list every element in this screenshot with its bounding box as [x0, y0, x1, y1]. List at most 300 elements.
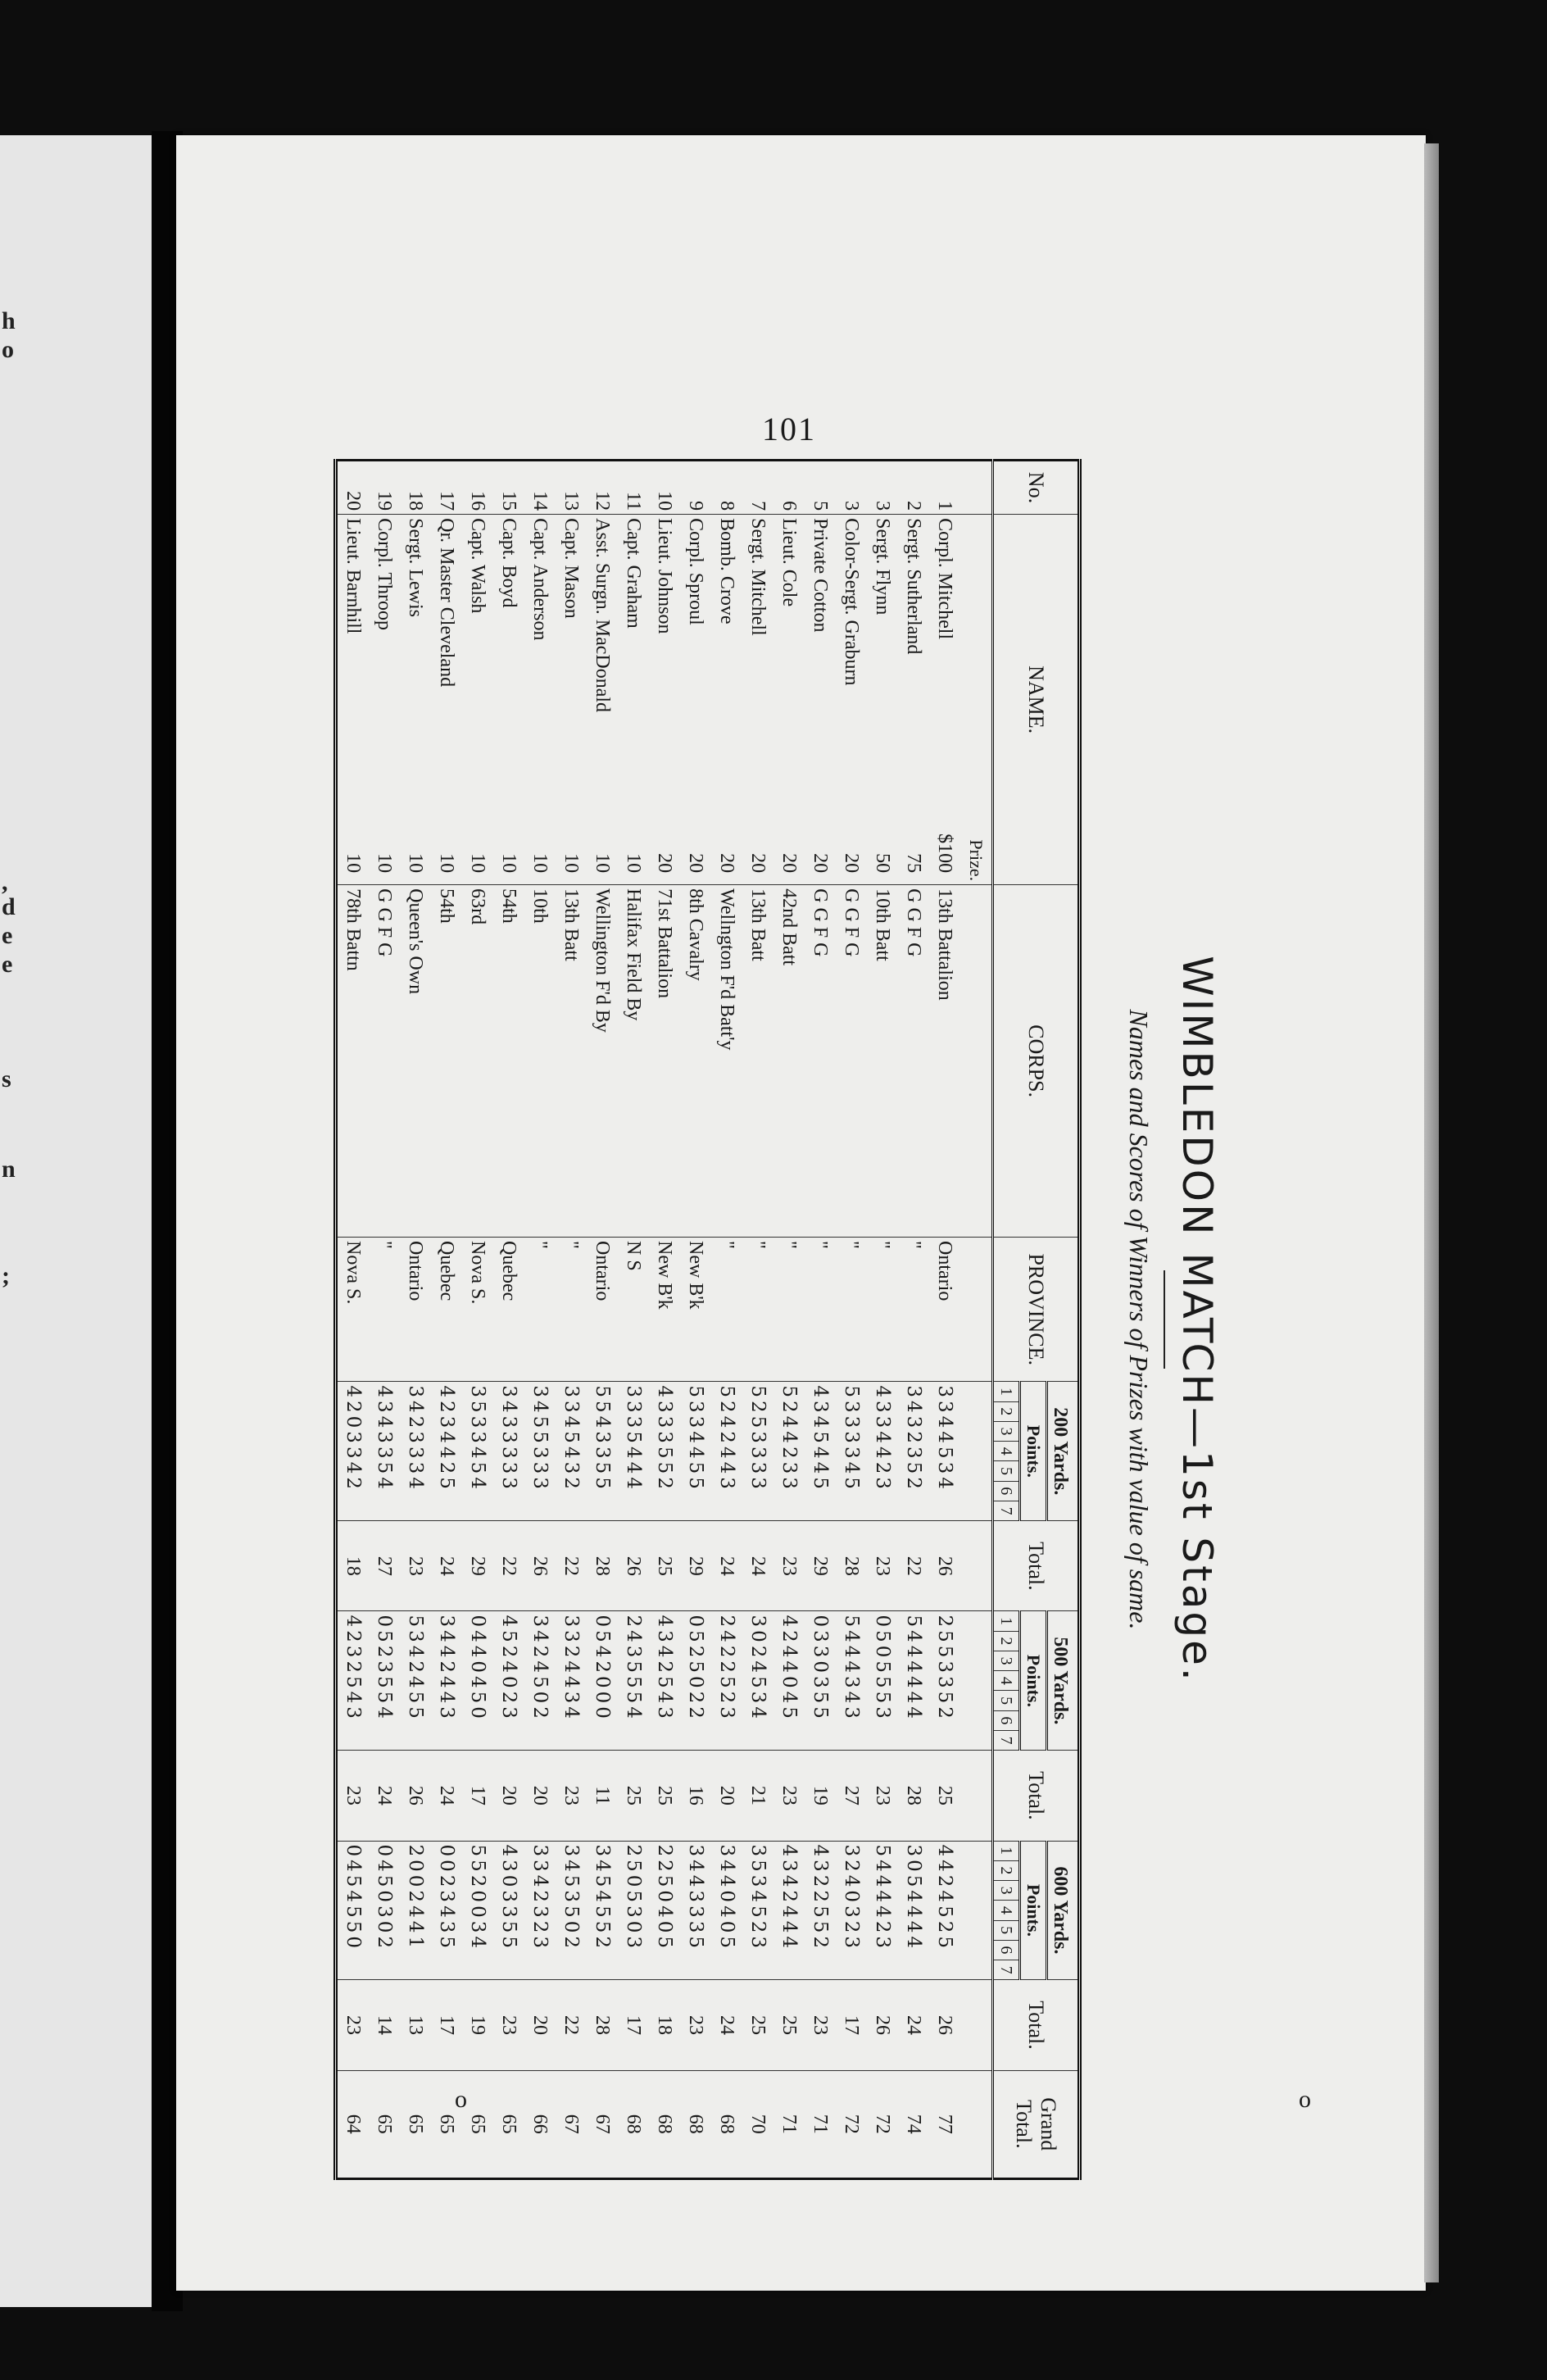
left-page-letter: n: [2, 1156, 16, 1183]
total-600-yards: 19: [462, 1980, 493, 2070]
table-row: [336, 461, 370, 2179]
scores-200-yards: 5242443: [711, 1382, 742, 1521]
scores-200-yards: 5543355: [587, 1382, 618, 1521]
total-500-yards: 28: [898, 1751, 929, 1841]
left-page-letter: s: [2, 1065, 11, 1092]
row-corps: Wellington F'd By: [587, 885, 618, 1238]
header-600-yards: 600 Yards.: [1047, 1841, 1080, 1980]
scores-500-yards: 3442443: [431, 1611, 462, 1751]
row-number: 7: [742, 461, 774, 515]
competitor-name: Lieut. Cole: [778, 518, 800, 607]
row-province: ": [805, 1238, 836, 1382]
table-row: [836, 461, 867, 2179]
total-500-yards: 20: [524, 1751, 556, 1841]
grand-total: 65: [462, 2070, 493, 2178]
header-prize: Prize.: [966, 839, 987, 882]
total-600-yards: 20: [524, 1980, 556, 2070]
scores-200-yards: 3423334: [400, 1382, 431, 1521]
total-200-yards: 22: [493, 1521, 524, 1611]
row-province: New B'k: [680, 1238, 711, 1382]
row-corps: G G F G: [836, 885, 867, 1238]
title-block: [1090, 459, 1237, 2180]
scores-600-yards: 3054444: [898, 1841, 929, 1980]
row-province: ": [369, 1238, 400, 1382]
shot-header: 2: [993, 1631, 1020, 1651]
shot-header: 1: [993, 1841, 1020, 1860]
scores-600-yards: 0023435: [431, 1841, 462, 1980]
grand-total: 66: [524, 2070, 556, 2178]
scores-500-yards: 4342543: [649, 1611, 680, 1751]
total-200-yards: 23: [867, 1521, 898, 1611]
total-200-yards: 18: [336, 1521, 370, 1611]
total-500-yards: 25: [649, 1751, 680, 1841]
row-name: [524, 515, 556, 885]
row-number: 9: [680, 461, 711, 515]
total-500-yards: 23: [774, 1751, 805, 1841]
row-number: 16: [462, 461, 493, 515]
scores-600-yards: 5520034: [462, 1841, 493, 1980]
scores-200-yards: 3344534: [929, 1382, 960, 1521]
total-500-yards: 26: [400, 1751, 431, 1841]
grand-total: 64: [336, 2070, 370, 2178]
total-200-yards: 23: [400, 1521, 431, 1611]
header-no: No.: [993, 461, 1080, 515]
row-name: [618, 515, 649, 885]
scores-500-yards: 3024534: [742, 1611, 774, 1751]
row-name: [929, 515, 960, 885]
total-200-yards: 29: [462, 1521, 493, 1611]
shot-header: 4: [993, 1671, 1020, 1691]
competitor-name: Corpl. Mitchell: [934, 518, 955, 640]
table-row: [867, 461, 898, 2179]
row-corps: 54th: [431, 885, 462, 1238]
prize-value: 10: [623, 853, 644, 874]
shot-header: 4: [993, 1442, 1020, 1461]
shot-header: 1: [993, 1382, 1020, 1401]
scores-200-yards: 4203342: [336, 1382, 370, 1521]
shot-header: 3: [993, 1421, 1020, 1441]
row-province: Ontario: [929, 1238, 960, 1382]
shot-header: 7: [993, 1501, 1020, 1520]
results-body: [336, 461, 993, 2179]
header-points-500: Points.: [1020, 1611, 1047, 1751]
table-row: [898, 461, 929, 2179]
row-corps: G G F G: [805, 885, 836, 1238]
row-name: [836, 515, 867, 885]
competitor-name: Color-Sergt. Graburn: [841, 518, 862, 686]
row-name: [805, 515, 836, 885]
scores-600-yards: 4424525: [929, 1841, 960, 1980]
total-500-yards: 24: [431, 1751, 462, 1841]
row-province: Ontario: [587, 1238, 618, 1382]
prize-value: 10: [498, 853, 519, 874]
prize-value: 10: [560, 853, 582, 874]
total-500-yards: 25: [618, 1751, 649, 1841]
row-name: [493, 515, 524, 885]
header-total-200: Total.: [993, 1521, 1080, 1611]
row-number: 1: [929, 461, 960, 515]
competitor-name: Corpl. Sproul: [685, 518, 706, 625]
prize-value: 50: [872, 853, 893, 874]
row-corps: 13th Batt: [742, 885, 774, 1238]
row-province: Nova S.: [336, 1238, 370, 1382]
row-number: 20: [336, 461, 370, 515]
total-500-yards: 20: [711, 1751, 742, 1841]
grand-total: 68: [618, 2070, 649, 2178]
total-500-yards: 25: [929, 1751, 960, 1841]
row-number: 8: [711, 461, 742, 515]
shot-header: 5: [993, 1920, 1020, 1940]
row-corps: 8th Cavalry: [680, 885, 711, 1238]
total-200-yards: 24: [431, 1521, 462, 1611]
prize-value: 20: [716, 853, 737, 874]
shot-header: 7: [993, 1730, 1020, 1750]
row-name: [649, 515, 680, 885]
scores-200-yards: 3533454: [462, 1382, 493, 1521]
left-page-letter: ;: [2, 1262, 10, 1289]
prize-value: 10: [374, 853, 395, 874]
left-page-letter: e: [2, 951, 13, 978]
total-500-yards: 27: [836, 1751, 867, 1841]
header-200-yards: 200 Yards.: [1047, 1382, 1080, 1521]
scores-600-yards: 4303355: [493, 1841, 524, 1980]
total-500-yards: 20: [493, 1751, 524, 1841]
row-province: Nova S.: [462, 1238, 493, 1382]
competitor-name: Qr. Master Cleveland: [436, 518, 457, 688]
shot-header: 4: [993, 1901, 1020, 1920]
scores-600-yards: 2002441: [400, 1841, 431, 1980]
total-600-yards: 26: [867, 1980, 898, 2070]
prize-value: 10: [529, 853, 551, 874]
scores-500-yards: 3324434: [556, 1611, 587, 1751]
shot-header: 5: [993, 1691, 1020, 1710]
row-number: 13: [556, 461, 587, 515]
scores-500-yards: 5342455: [400, 1611, 431, 1751]
grand-total: 68: [680, 2070, 711, 2178]
grand-total: 67: [587, 2070, 618, 2178]
scores-200-yards: 5244233: [774, 1382, 805, 1521]
scores-600-yards: 2505303: [618, 1841, 649, 1980]
row-number: 6: [774, 461, 805, 515]
total-200-yards: 24: [742, 1521, 774, 1611]
competitor-name: Sergt. Lewis: [405, 518, 426, 618]
scores-200-yards: 5333345: [836, 1382, 867, 1521]
total-600-yards: 17: [836, 1980, 867, 2070]
competitor-name: Sergt. Mitchell: [747, 518, 769, 636]
competitor-name: Capt. Anderson: [529, 518, 551, 641]
scores-500-yards: 0505553: [867, 1611, 898, 1751]
header-points-200: Points.: [1020, 1382, 1047, 1521]
row-name: [680, 515, 711, 885]
table-row: [774, 461, 805, 2179]
header-500-yards: 500 Yards.: [1047, 1611, 1080, 1751]
total-500-yards: 24: [369, 1751, 400, 1841]
row-name: [556, 515, 587, 885]
left-page-fragment: [0, 135, 160, 2307]
competitor-name: Sergt. Flynn: [872, 518, 893, 615]
row-corps: 71st Battalion: [649, 885, 680, 1238]
scores-500-yards: 2435554: [618, 1611, 649, 1751]
left-page-letter: h: [2, 307, 16, 334]
header-corps: CORPS.: [993, 885, 1080, 1238]
results-table: [333, 459, 1082, 2180]
shot-header: 6: [993, 1940, 1020, 1960]
scores-600-yards: 3443335: [680, 1841, 711, 1980]
scores-600-yards: 3440405: [711, 1841, 742, 1980]
prize-value: $100: [934, 833, 955, 874]
total-500-yards: 11: [587, 1751, 618, 1841]
row-province: Quebec: [493, 1238, 524, 1382]
scores-200-yards: 4333552: [649, 1382, 680, 1521]
row-number: 3: [836, 461, 867, 515]
shot-header: 7: [993, 1960, 1020, 1980]
page-edge: [1424, 143, 1439, 2282]
scores-600-yards: 0454550: [336, 1841, 370, 1980]
total-500-yards: 23: [867, 1751, 898, 1841]
total-200-yards: 26: [524, 1521, 556, 1611]
total-200-yards: 28: [836, 1521, 867, 1611]
scores-500-yards: 4524023: [493, 1611, 524, 1751]
competitor-name: Capt. Mason: [560, 518, 582, 619]
table-row: [649, 461, 680, 2179]
header-total-600: Total.: [993, 1980, 1080, 2070]
total-200-yards: 26: [929, 1521, 960, 1611]
shot-header: 2: [993, 1860, 1020, 1880]
row-corps: G G F G: [898, 885, 929, 1238]
total-600-yards: 25: [774, 1980, 805, 2070]
page-number: 101: [762, 411, 816, 447]
row-number: 11: [618, 461, 649, 515]
left-page-letter: ,: [2, 869, 8, 896]
table-row: [805, 461, 836, 2179]
total-200-yards: 26: [618, 1521, 649, 1611]
table-row: [369, 461, 400, 2179]
scores-500-yards: 5444343: [836, 1611, 867, 1751]
scores-600-yards: 0450302: [369, 1841, 400, 1980]
row-number: 5: [805, 461, 836, 515]
grand-total: 72: [836, 2070, 867, 2178]
competitor-name: Sergt. Sutherland: [903, 518, 924, 655]
total-200-yards: 29: [805, 1521, 836, 1611]
row-number: 10: [649, 461, 680, 515]
grand-total: 65: [493, 2070, 524, 2178]
header-grand-total: Grand Total.: [993, 2070, 1080, 2178]
row-number: 12: [587, 461, 618, 515]
table-row: [587, 461, 618, 2179]
total-600-yards: 24: [711, 1980, 742, 2070]
grand-total: 68: [711, 2070, 742, 2178]
page-marker-right: o: [1299, 2086, 1311, 2113]
total-200-yards: 29: [680, 1521, 711, 1611]
prize-value: 20: [747, 853, 769, 874]
table-row: [618, 461, 649, 2179]
scores-600-yards: 4342444: [774, 1841, 805, 1980]
scores-200-yards: 3433333: [493, 1382, 524, 1521]
row-number: 18: [400, 461, 431, 515]
scores-500-yards: 2553352: [929, 1611, 960, 1751]
page-subtitle: Names and Scores of Winners of Prizes with value of same.: [1124, 1009, 1154, 1630]
scores-200-yards: 4234425: [431, 1382, 462, 1521]
total-600-yards: 23: [493, 1980, 524, 2070]
left-page-letter: e: [2, 922, 13, 949]
scores-200-yards: 5253333: [742, 1382, 774, 1521]
prize-value: 20: [810, 853, 831, 874]
page-title: WIMBLEDON MATCH—1st Stage.: [1173, 956, 1221, 1683]
total-200-yards: 24: [711, 1521, 742, 1611]
shot-header: 3: [993, 1881, 1020, 1901]
left-page-letter: d: [2, 893, 16, 920]
row-province: ": [711, 1238, 742, 1382]
table-row: [462, 461, 493, 2179]
prize-value: 10: [436, 853, 457, 874]
competitor-name: Capt. Graham: [623, 518, 644, 629]
grand-total: 71: [805, 2070, 836, 2178]
total-600-yards: 28: [587, 1980, 618, 2070]
scores-200-yards: 4334423: [867, 1382, 898, 1521]
row-number: 19: [369, 461, 400, 515]
prize-value: 75: [903, 853, 924, 874]
scores-200-yards: 3432352: [898, 1382, 929, 1521]
row-name: [742, 515, 774, 885]
scores-200-yards: 3345432: [556, 1382, 587, 1521]
header-total-500: Total.: [993, 1751, 1080, 1841]
competitor-name: Capt. Boyd: [498, 518, 519, 608]
row-province: ": [524, 1238, 556, 1382]
row-name: [711, 515, 742, 885]
grand-total: 68: [649, 2070, 680, 2178]
total-500-yards: 16: [680, 1751, 711, 1841]
total-500-yards: 19: [805, 1751, 836, 1841]
row-corps: Queen's Own: [400, 885, 431, 1238]
total-600-yards: 23: [680, 1980, 711, 2070]
total-500-yards: 23: [556, 1751, 587, 1841]
row-province: Ontario: [400, 1238, 431, 1382]
row-corps: Wellngton F'd Batt'y: [711, 885, 742, 1238]
row-name: [898, 515, 929, 885]
row-province: Quebec: [431, 1238, 462, 1382]
scores-600-yards: 4322552: [805, 1841, 836, 1980]
rotated-content: [270, 459, 1237, 2180]
total-600-yards: 22: [556, 1980, 587, 2070]
row-corps: 13th Battalion: [929, 885, 960, 1238]
shot-header: 6: [993, 1481, 1020, 1501]
row-number: 15: [493, 461, 524, 515]
total-600-yards: 25: [742, 1980, 774, 2070]
table-row: [711, 461, 742, 2179]
total-600-yards: 13: [400, 1980, 431, 2070]
competitor-name: Private Cotton: [810, 518, 831, 633]
row-province: ": [836, 1238, 867, 1382]
scores-500-yards: 0525022: [680, 1611, 711, 1751]
prize-value: 10: [592, 853, 613, 874]
header-name: NAME.: [993, 515, 1080, 885]
grand-total: 74: [898, 2070, 929, 2178]
left-page-letter: o: [2, 336, 14, 363]
prize-value: 20: [685, 853, 706, 874]
row-name: [587, 515, 618, 885]
scores-200-yards: 3335444: [618, 1382, 649, 1521]
table-row: [680, 461, 711, 2179]
total-500-yards: 17: [462, 1751, 493, 1841]
page-marker-left: o: [455, 2086, 467, 2113]
row-number: 3: [867, 461, 898, 515]
prize-value: 20: [778, 853, 800, 874]
prize-header-row: [960, 461, 993, 2179]
scores-500-yards: 2422523: [711, 1611, 742, 1751]
scores-200-yards: 4345445: [805, 1382, 836, 1521]
row-name: [336, 515, 370, 885]
total-200-yards: 22: [556, 1521, 587, 1611]
scores-500-yards: 0542000: [587, 1611, 618, 1751]
scores-600-yards: 3534523: [742, 1841, 774, 1980]
row-corps: Halifax Field By: [618, 885, 649, 1238]
scores-600-yards: 3240323: [836, 1841, 867, 1980]
total-200-yards: 23: [774, 1521, 805, 1611]
row-corps: 78th Battn: [336, 885, 370, 1238]
scores-500-yards: 4244045: [774, 1611, 805, 1751]
row-corps: 63rd: [462, 885, 493, 1238]
grand-total: 67: [556, 2070, 587, 2178]
total-600-yards: 23: [336, 1980, 370, 2070]
row-corps: 10th Batt: [867, 885, 898, 1238]
table-row: [742, 461, 774, 2179]
row-province: ": [867, 1238, 898, 1382]
row-province: ": [556, 1238, 587, 1382]
shot-header: 5: [993, 1461, 1020, 1481]
row-corps: 42nd Batt: [774, 885, 805, 1238]
row-name: [462, 515, 493, 885]
grand-total: 72: [867, 2070, 898, 2178]
grand-total: 71: [774, 2070, 805, 2178]
grand-total: 70: [742, 2070, 774, 2178]
prize-value: 10: [467, 853, 488, 874]
row-corps: G G F G: [369, 885, 400, 1238]
scores-200-yards: 4343354: [369, 1382, 400, 1521]
scores-500-yards: 0523554: [369, 1611, 400, 1751]
row-corps: 10th: [524, 885, 556, 1238]
table-row: [400, 461, 431, 2179]
competitor-name: Lieut. Johnson: [654, 518, 675, 634]
grand-total: 65: [400, 2070, 431, 2178]
total-600-yards: 23: [805, 1980, 836, 2070]
total-500-yards: 21: [742, 1751, 774, 1841]
row-number: 2: [898, 461, 929, 515]
shot-header: 1: [993, 1611, 1020, 1631]
grand-total: 65: [369, 2070, 400, 2178]
total-200-yards: 27: [369, 1521, 400, 1611]
prize-value: 10: [343, 853, 364, 874]
total-600-yards: 18: [649, 1980, 680, 2070]
table-row: [556, 461, 587, 2179]
total-600-yards: 17: [618, 1980, 649, 2070]
competitor-name: Corpl. Throop: [374, 518, 395, 631]
prize-value: 20: [654, 853, 675, 874]
row-province: ": [774, 1238, 805, 1382]
row-province: ": [898, 1238, 929, 1382]
row-corps: 54th: [493, 885, 524, 1238]
grand-total: 65: [431, 2070, 462, 2178]
prize-value: 10: [405, 853, 426, 874]
row-name: [867, 515, 898, 885]
row-province: New B'k: [649, 1238, 680, 1382]
scores-500-yards: 0440450: [462, 1611, 493, 1751]
competitor-name: Asst. Surgn. MacDonald: [592, 518, 613, 713]
title-rule: [1164, 1270, 1165, 1369]
total-600-yards: 24: [898, 1980, 929, 2070]
prize-value: 20: [841, 853, 862, 874]
total-200-yards: 22: [898, 1521, 929, 1611]
row-corps: 13th Batt: [556, 885, 587, 1238]
